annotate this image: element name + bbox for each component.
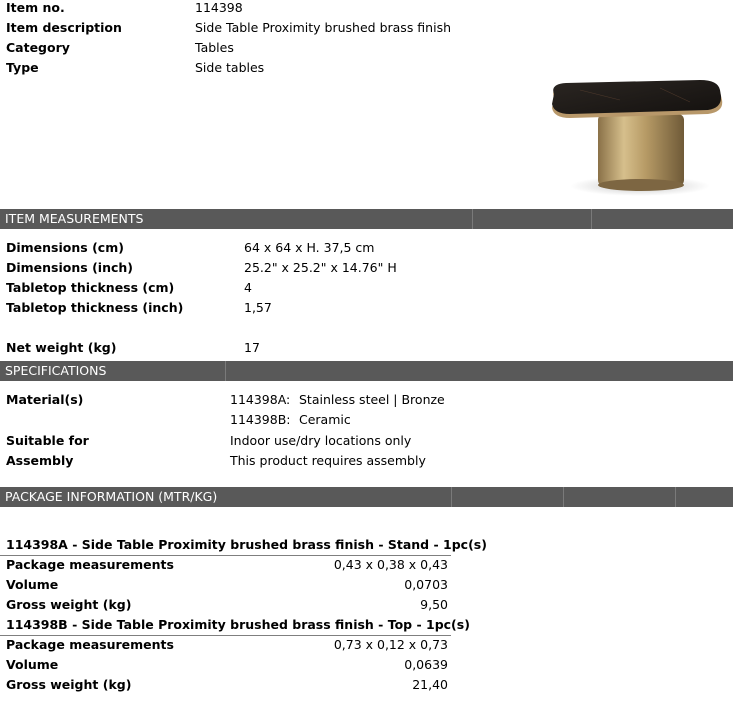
measure-label: Dimensions (cm) [6, 240, 124, 255]
item-no-value: 114398 [195, 0, 243, 15]
category-label: Category [6, 40, 70, 55]
package-value: 21,40 [412, 677, 448, 692]
package-value: 0,73 x 0,12 x 0,73 [333, 637, 448, 652]
item-description-value: Side Table Proximity brushed brass finish [195, 20, 452, 35]
measure-value: 1,57 [244, 300, 272, 315]
measurements-title: ITEM MEASUREMENTS [5, 211, 144, 226]
material-value: Stainless steel | Bronze [299, 392, 445, 407]
package-label: Gross weight (kg) [6, 597, 132, 612]
material-code: 114398A: [230, 392, 291, 407]
package-label: Volume [6, 577, 59, 592]
measure-value: 64 x 64 x H. 37,5 cm [244, 240, 375, 255]
package-label: Package measurements [6, 637, 174, 652]
materials-label: Material(s) [6, 392, 84, 407]
package-value: 0,0703 [404, 577, 448, 592]
package-header-bar [0, 487, 733, 507]
measure-label: Tabletop thickness (inch) [6, 300, 184, 315]
package-label: Package measurements [6, 557, 174, 572]
category-value: Tables [195, 40, 234, 55]
assembly-value: This product requires assembly [230, 453, 426, 468]
material-code: 114398B: [230, 412, 291, 427]
item-no-label: Item no. [6, 0, 65, 15]
type-label: Type [6, 60, 39, 75]
suitable-value: Indoor use/dry locations only [230, 433, 412, 448]
package-value: 0,43 x 0,38 x 0,43 [333, 557, 448, 572]
specifications-title: SPECIFICATIONS [5, 363, 107, 378]
package-b-heading: 114398B - Side Table Proximity brushed brass finish - Top - 1pc(s) [6, 617, 470, 632]
package-title: PACKAGE INFORMATION (MTR/KG) [5, 489, 218, 504]
measure-label: Net weight (kg) [6, 340, 117, 355]
type-value: Side tables [195, 60, 265, 75]
measure-label: Dimensions (inch) [6, 260, 133, 275]
measure-value: 4 [244, 280, 252, 295]
package-value: 9,50 [420, 597, 448, 612]
item-description-label: Item description [6, 20, 122, 35]
specifications-header-bar [0, 361, 733, 381]
package-label: Gross weight (kg) [6, 677, 132, 692]
measurements-header-bar [0, 209, 733, 229]
package-a-heading: 114398A - Side Table Proximity brushed brass finish - Stand - 1pc(s) [6, 537, 487, 552]
package-value: 0,0639 [404, 657, 448, 672]
measure-label: Tabletop thickness (cm) [6, 280, 175, 295]
package-b-underline [0, 635, 451, 636]
package-a-underline [0, 555, 451, 556]
measure-value: 17 [244, 340, 260, 355]
side-table-image [540, 78, 730, 200]
assembly-label: Assembly [6, 453, 74, 468]
material-value: Ceramic [299, 412, 351, 427]
suitable-label: Suitable for [6, 433, 89, 448]
measure-value: 25.2" x 25.2" x 14.76" H [244, 260, 397, 275]
package-label: Volume [6, 657, 59, 672]
